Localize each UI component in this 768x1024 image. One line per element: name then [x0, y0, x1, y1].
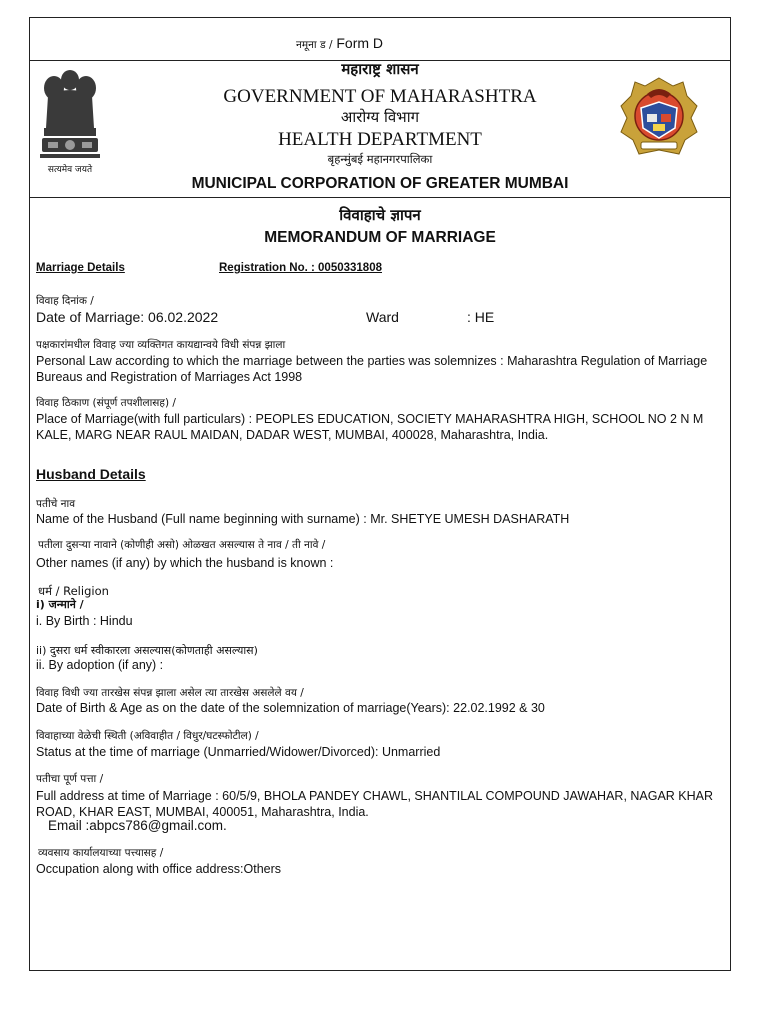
husband-address: Full address at time of Marriage : 60/5/9, BHOLA PANDEY CHAWL, SHANTILAL COMPOUND JAWAHAR, NAGAR KHAR ROAD, KHAR EAST, MUMBAI, 400051, Maharashtra, India. [36, 789, 714, 819]
husband-occupation: Occupation along with office address:Others [36, 862, 282, 876]
marriage-date: Date of Marriage: 06.02.2022 [36, 309, 219, 325]
by-birth-label-deva: i) जन्माने / [36, 598, 84, 611]
form-label-deva: नमूना ड / [296, 39, 333, 51]
memorandum-title-deva: विवाहाचे ज्ञापन [339, 206, 421, 224]
form-label-english: Form D [336, 35, 384, 51]
marriage-details-heading: Marriage Details [36, 262, 125, 274]
status-label-deva: विवाहाच्या वेळेची स्थिती (अविवाहीत / विधुर/घटस्फोटील) / [36, 730, 259, 742]
husband-details-heading: Husband Details [36, 466, 146, 482]
husband-email: Email :abpcs786@gmail.com. [48, 818, 227, 833]
husband-name-label-deva: पतीचे नाव [36, 498, 76, 510]
by-adoption-label-deva: ii) दुसरा धर्म स्वीकारला असल्यास(कोणताही असल्यास) [36, 644, 258, 657]
header-divider-bottom [29, 197, 731, 198]
registration-number: Registration No. : 0050331808 [219, 262, 382, 274]
form-label [296, 35, 383, 52]
marriage-date-label-deva: विवाह दिनांक / [36, 295, 94, 307]
ward-value: : HE [467, 309, 495, 325]
state-title-deva: महाराष्ट्र शासन [341, 60, 419, 78]
religion-label: धर्म / Religion [38, 584, 109, 598]
religion-by-adoption: ii. By adoption (if any) : [36, 658, 164, 672]
ward-label: Ward [366, 309, 399, 325]
religion-by-birth: i. By Birth : Hindu [36, 614, 133, 628]
husband-dob-age: Date of Birth & Age as on the date of the solemnization of marriage(Years): 22.02.1992 & 30 [36, 701, 545, 715]
personal-law-label-deva: पक्षकारांमधील विवाह ज्या व्यक्तिगत कायद्यान्वये विधी संपन्न झाला [36, 339, 286, 351]
corporation-title-deva: बृहन्मुंबई महानगरपालिका [327, 152, 433, 166]
other-names-label-deva: पतीला दुसऱ्या नावाने (कोणीही असो) ओळखत असल्यास ते नाव / ती नावे / [38, 539, 326, 551]
husband-status: Status at the time of marriage (Unmarried/Widower/Divorced): Unmarried [36, 745, 441, 759]
emblem-motto: सत्यमेव जयते [47, 165, 93, 175]
husband-name: Name of the Husband (Full name beginning with surname) : Mr. SHETYE UMESH DASHARATH [36, 512, 570, 526]
personal-law: Personal Law according to which the marriage between the parties was solemnizes : Maharashtra Regulation of Marriage Bureaus and Registration of Marriages Act 1998 [36, 354, 708, 384]
health-title-deva: आरोग्य विभाग [340, 108, 420, 126]
marriage-place: Place of Marriage(with full particulars) : PEOPLES EDUCATION, SOCIETY MAHARASHTRA HIGH, SCHOOL NO 2 N M KALE, MARG NEAR RAUL MAIDAN, DADAR WEST, MUMBAI, 400028, Maharashtra, India. [36, 412, 704, 442]
memorandum-title: MEMORANDUM OF MARRIAGE [264, 229, 496, 246]
address-label-deva: पतीचा पूर्ण पत्ता / [36, 773, 104, 785]
dob-label-deva: विवाह विधी ज्या तारखेस संपन्न झाला असेल त्या तारखेस असलेले वय / [36, 687, 304, 699]
corporation-title: MUNICIPAL CORPORATION OF GREATER MUMBAI [191, 175, 569, 192]
other-names: Other names (if any) by which the husband is known : [36, 556, 334, 570]
health-department-title: HEALTH DEPARTMENT [278, 129, 482, 150]
occupation-label-deva: व्यवसाय कार्यालयाच्या पत्त्यासह / [38, 847, 164, 859]
government-title: GOVERNMENT OF MAHARASHTRA [223, 86, 537, 107]
marriage-place-label-deva: विवाह ठिकाण (संपूर्ण तपशीलासह) / [36, 397, 176, 409]
